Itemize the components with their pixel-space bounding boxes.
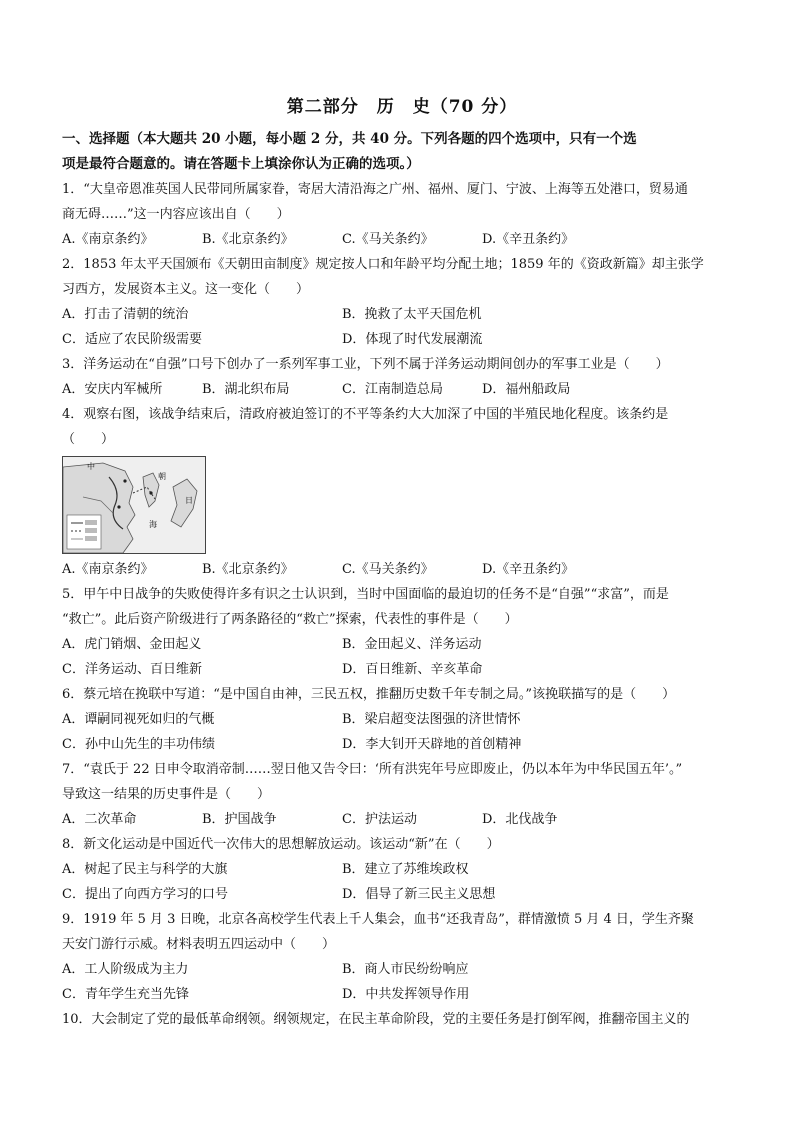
options-row: [62, 707, 742, 732]
option-a[interactable]: A．打击了清朝的统治: [62, 307, 189, 322]
options-row: [62, 732, 742, 757]
map-label-china: 中: [87, 462, 95, 471]
question-stem: 7．“袁氏于 22 日申令取消帝制……翌日他又告令曰：‘所有洪宪年号应即废止，仍以本年为中华民国五年’。”: [62, 762, 683, 777]
option-d[interactable]: D．北伐战争: [482, 812, 558, 827]
option-d[interactable]: D.《辛丑条约》: [482, 232, 575, 247]
option-c[interactable]: C．护法运动: [342, 812, 417, 827]
question-8: [62, 832, 742, 907]
option-c[interactable]: C．洋务运动、百日维新: [62, 662, 202, 677]
section-heading-line1: 一、选择题（本大题共 20 小题，每小题 2 分，共 40 分。下列各题的四个选项中，只有一个选: [62, 131, 637, 147]
option-a[interactable]: A．谭嗣同视死如归的气概: [62, 712, 215, 727]
question-stem: 5．甲午中日战争的失败使得许多有识之士认识到，当时中国面临的最迫切的任务不是“自强”“求富”，而是: [62, 587, 669, 602]
map-label-korea: 朝: [158, 472, 166, 481]
option-b[interactable]: B．护国战争: [202, 812, 277, 827]
option-b[interactable]: B.《北京条约》: [202, 232, 294, 247]
question-stem: 商无碍……”这一内容应该出自（ ）: [62, 207, 290, 222]
map-label-sea: 海: [149, 520, 157, 529]
question-stem: 3．洋务运动在“自强”口号下创办了一系列军事工业，下列不属于洋务运动期间创办的军事工业是（ ）: [62, 357, 669, 372]
option-a[interactable]: A.《南京条约》: [62, 232, 154, 247]
option-d[interactable]: D．倡导了新三民主义思想: [342, 887, 496, 902]
option-b[interactable]: B．梁启超变法图强的济世情怀: [342, 712, 521, 727]
options-row: [62, 327, 742, 352]
option-b[interactable]: B．挽救了太平天国危机: [342, 307, 482, 322]
option-b[interactable]: B．建立了苏维埃政权: [342, 862, 469, 877]
option-d[interactable]: D．中共发挥领导作用: [342, 987, 470, 1002]
options-row: [62, 302, 742, 327]
question-stem: 天安门游行示威。材料表明五四运动中（ ）: [62, 937, 336, 952]
options-row: [62, 982, 742, 1007]
question-2: [62, 252, 742, 352]
option-c[interactable]: C．江南制造总局: [342, 382, 443, 397]
option-c[interactable]: C．适应了农民阶级需要: [62, 332, 202, 347]
option-d[interactable]: D．福州船政局: [482, 382, 571, 397]
question-1: [62, 177, 742, 252]
question-4: [62, 402, 742, 582]
question-stem: “救亡”。此后资产阶级进行了两条路径的“救亡”探索，代表性的事件是（ ）: [62, 612, 518, 627]
option-b[interactable]: B．商人市民纷纷响应: [342, 962, 469, 977]
options-row: [62, 377, 742, 402]
options-row: [62, 657, 742, 682]
question-stem: 9．1919 年 5 月 3 日晚，北京各高校学生代表上千人集会，血书“还我青岛”，群情激愤 5 月 4 日，学生齐聚: [62, 912, 694, 927]
question-stem: 习西方，发展资本主义。这一变化（ ）: [62, 282, 310, 297]
question-9: [62, 907, 742, 1007]
options-row: [62, 857, 742, 882]
question-stem: 1．“大皇帝恩准英国人民带同所属家眷，寄居大清沿海之广州、福州、厦门、宁波、上海等五处港口，贸易通: [62, 182, 688, 197]
options-row: [62, 557, 742, 582]
question-stem: 2．1853 年太平天国颁布《天朝田亩制度》规定按人口和年龄平均分配土地；1859 年的《资政新篇》却主张学: [62, 257, 704, 272]
question-3: [62, 352, 742, 402]
exam-page: [62, 92, 742, 1032]
option-a[interactable]: A.《南京条约》: [62, 562, 154, 577]
question-stem: 4．观察右图，该战争结束后，清政府被迫签订的不平等条约大大加深了中国的半殖民地化程度。该条约是: [62, 407, 669, 422]
options-row: [62, 807, 742, 832]
option-b[interactable]: B．金田起义、洋务运动: [342, 637, 482, 652]
option-d[interactable]: D.《辛丑条约》: [482, 562, 575, 577]
option-d[interactable]: D．李大钊开天辟地的首创精神: [342, 737, 522, 752]
option-d[interactable]: D．百日维新、辛亥革命: [342, 662, 483, 677]
options-row: [62, 632, 742, 657]
options-row: [62, 957, 742, 982]
map-label-japan: 日: [185, 496, 193, 505]
options-row: [62, 882, 742, 907]
option-a[interactable]: A．工人阶级成为主力: [62, 962, 189, 977]
war-map-figure: [62, 456, 206, 554]
option-d[interactable]: D．体现了时代发展潮流: [342, 332, 483, 347]
option-b[interactable]: B.《北京条约》: [202, 562, 294, 577]
option-a[interactable]: A．二次革命: [62, 812, 137, 827]
question-stem: 6．蔡元培在挽联中写道：“是中国自由神，三民五权，推翻历史数千年专制之局。”该挽联描写的是（ ）: [62, 687, 676, 702]
option-b[interactable]: B．湖北织布局: [202, 382, 290, 397]
question-stem: 导致这一结果的历史事件是（ ）: [62, 787, 271, 802]
option-c[interactable]: C.《马关条约》: [342, 562, 434, 577]
option-a[interactable]: A．树起了民主与科学的大旗: [62, 862, 228, 877]
option-c[interactable]: C．提出了向西方学习的口号: [62, 887, 228, 902]
question-7: [62, 757, 742, 832]
option-a[interactable]: A．虎门销烟、金田起义: [62, 637, 202, 652]
question-6: [62, 682, 742, 757]
options-row: [62, 227, 742, 252]
question-10: [62, 1007, 742, 1032]
question-5: [62, 582, 742, 682]
option-c[interactable]: C．孙中山先生的丰功伟绩: [62, 737, 215, 752]
question-stem: 10．大会制定了党的最低革命纲领。纲领规定，在民主革命阶段，党的主要任务是打倒军阀，推翻帝国主义的: [62, 1012, 690, 1027]
question-stem: 8．新文化运动是中国近代一次伟大的思想解放运动。该运动“新”在（ ）: [62, 837, 500, 852]
section-heading-line2: 项是最符合题意的。请在答题卡上填涂你认为正确的选项。）: [62, 156, 420, 172]
page-title: 第二部分 历 史（70 分）: [286, 97, 518, 117]
option-c[interactable]: C．青年学生充当先锋: [62, 987, 189, 1002]
question-stem: （ ）: [62, 432, 115, 447]
map-drawing: [63, 457, 205, 553]
option-c[interactable]: C.《马关条约》: [342, 232, 434, 247]
option-a[interactable]: A．安庆内军械所: [62, 382, 163, 397]
